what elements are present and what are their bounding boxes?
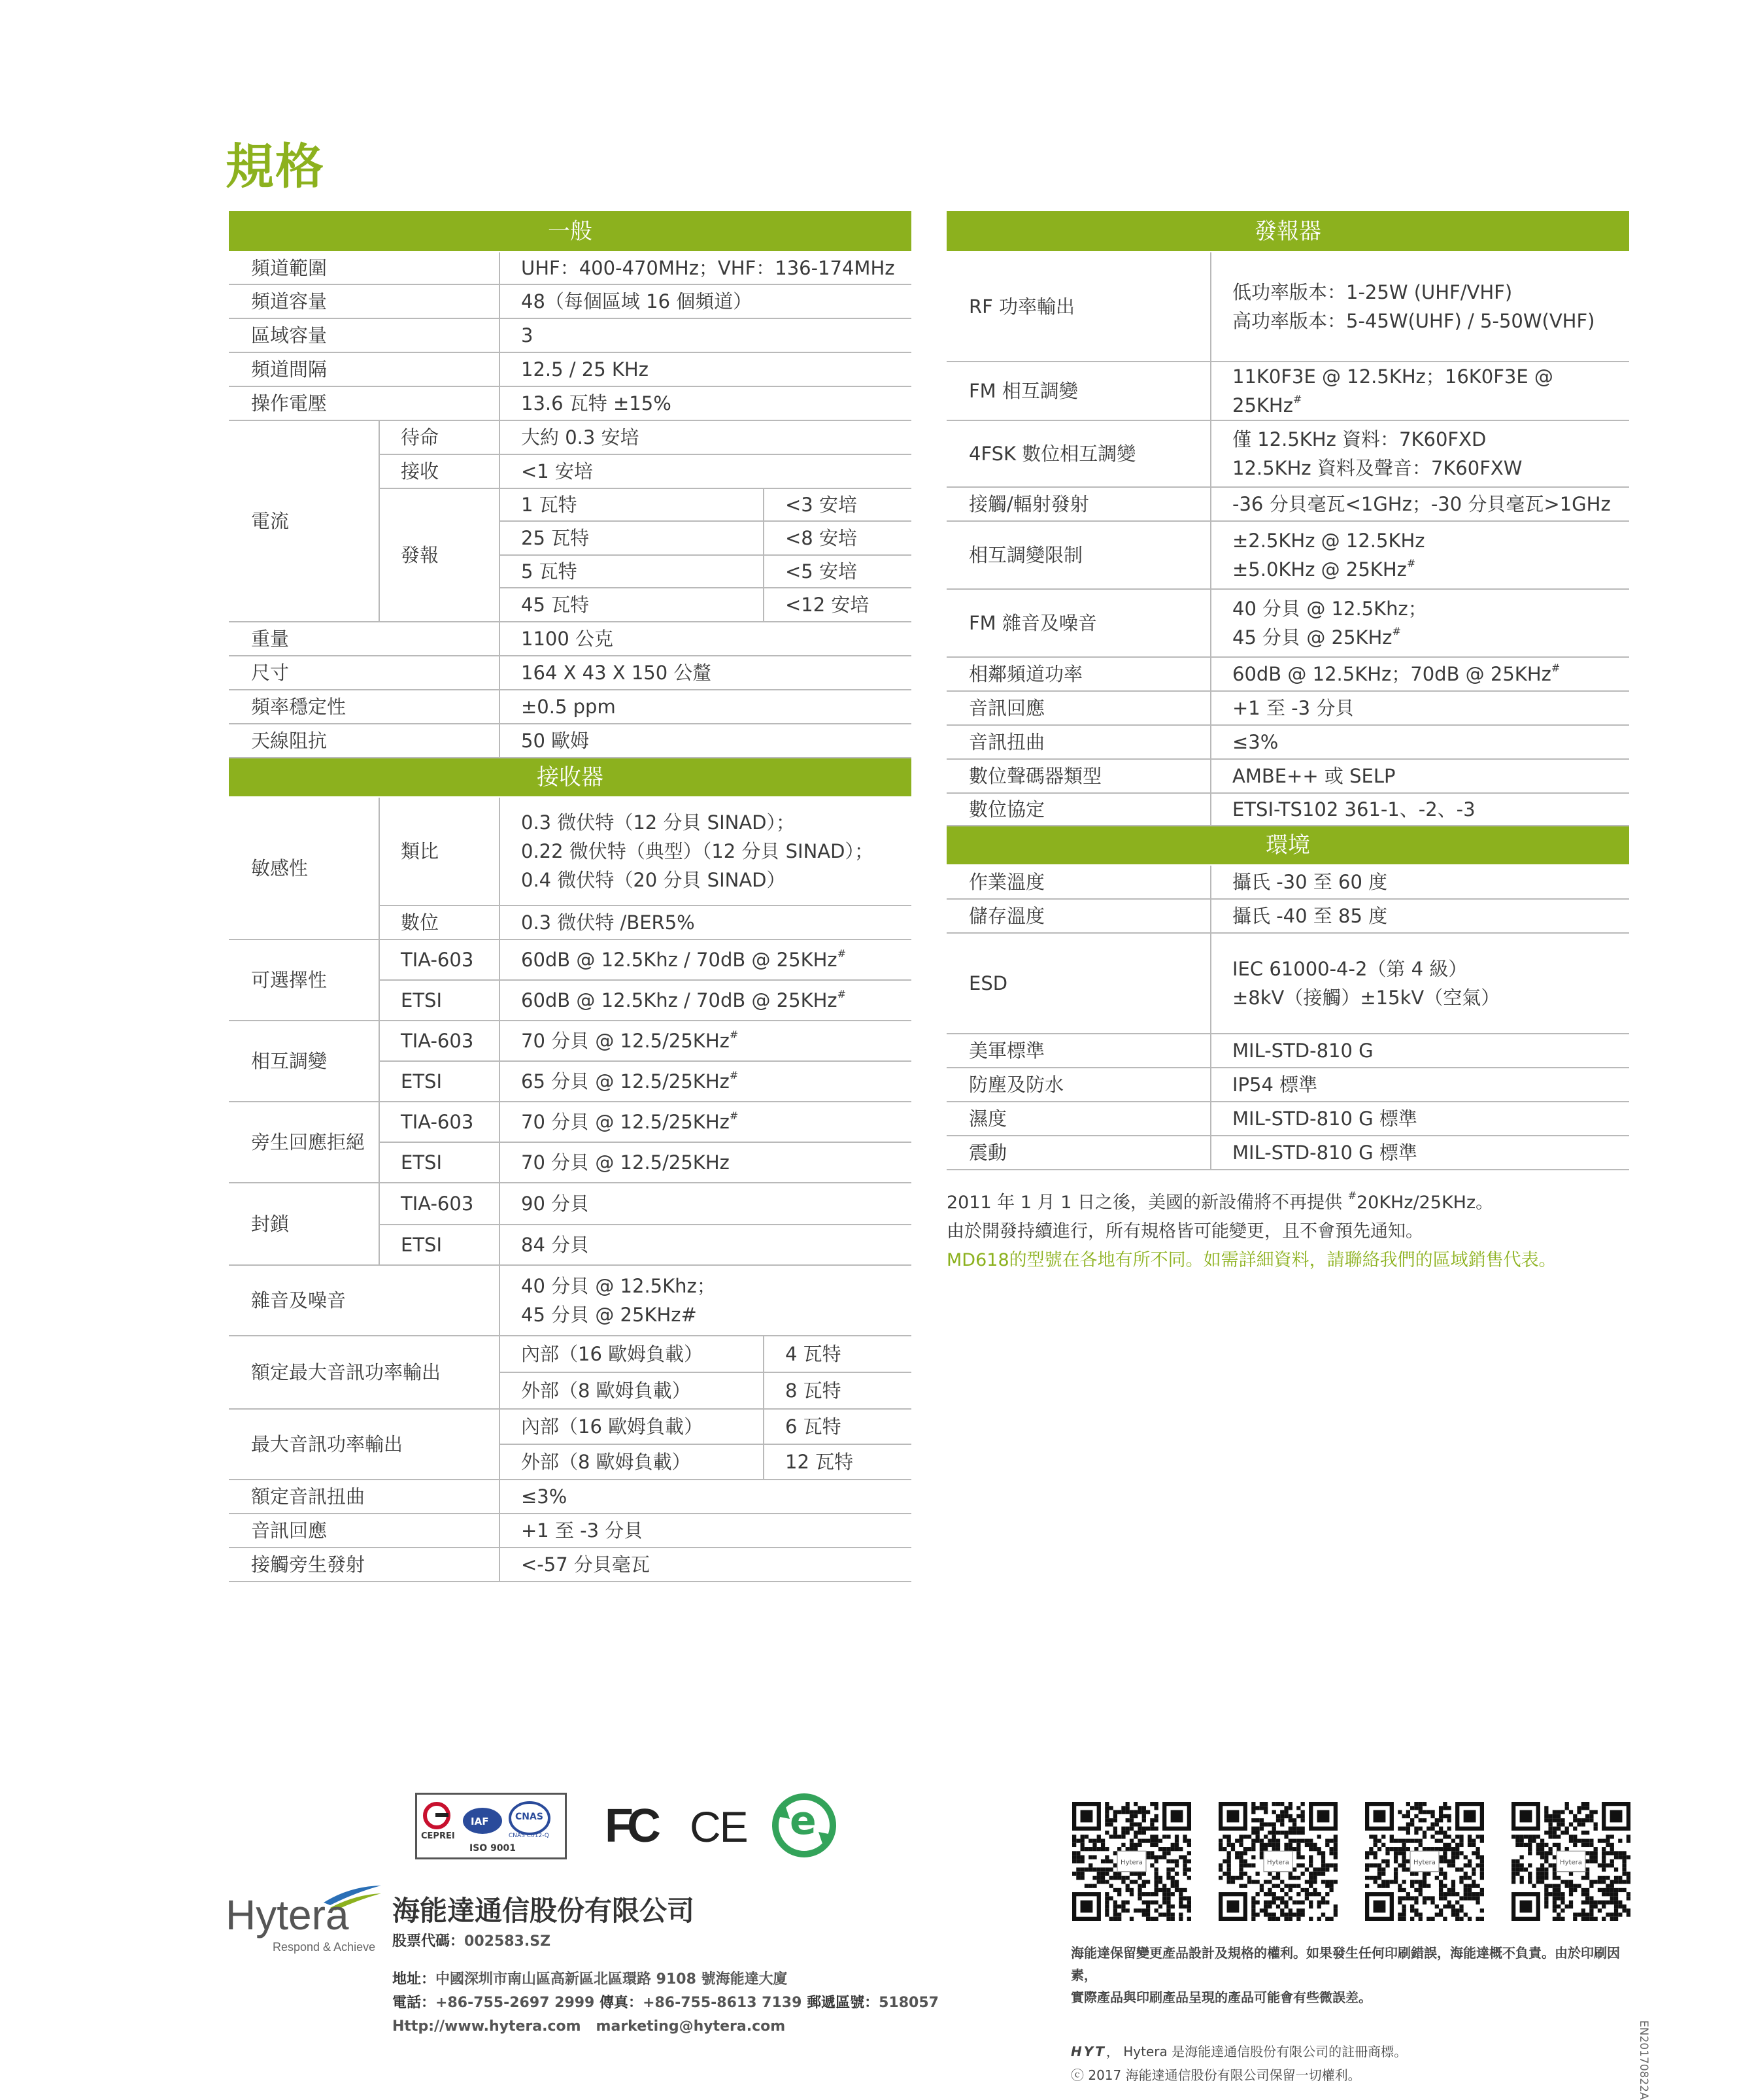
conducted-label: 接觸/輻射發射 bbox=[947, 487, 1211, 521]
qr-code-website[interactable] bbox=[1072, 1802, 1191, 1921]
transmit-power: 45 瓦特 bbox=[499, 588, 764, 622]
spec-label: 音訊扭曲 bbox=[947, 725, 1211, 759]
tia-label: TIA-603 bbox=[379, 1183, 499, 1225]
spec-value: 164 X 43 X 150 公釐 bbox=[499, 656, 911, 690]
fm-noise-value: 40 分貝 @ 12.5Khz； 45 分貝 @ 25KHz# bbox=[1211, 589, 1629, 657]
cnas-label: CNAS bbox=[515, 1812, 543, 1822]
qr-pattern bbox=[1365, 1802, 1484, 1921]
environment-section-header: 環境 bbox=[947, 826, 1629, 865]
spec-label: 頻道間隔 bbox=[229, 352, 499, 386]
iaf-label: IAF bbox=[471, 1816, 489, 1827]
spec-value: 3 bbox=[499, 318, 911, 352]
esd-value: IEC 61000-4-2（第 4 級） ±8kV（接觸）±15kV（空氣） bbox=[1211, 933, 1629, 1034]
qr-code-linkedin[interactable] bbox=[1511, 1802, 1630, 1921]
fsk-value: 僅 12.5KHz 資料：7K60FXD 12.5KHz 資料及聲音：7K60FXW bbox=[1211, 420, 1629, 487]
spec-notes bbox=[947, 1189, 1557, 1275]
digital-value: 0.3 微伏特 /BER5% bbox=[499, 906, 911, 940]
spec-label: 數位聲碼器類型 bbox=[947, 759, 1211, 793]
audio-power: 8 瓦特 bbox=[764, 1372, 911, 1409]
selectivity-tia-value: 60dB @ 12.5Khz / 70dB @ 25KHz# bbox=[499, 940, 911, 980]
general-receiver-spec-table bbox=[229, 211, 911, 1582]
audio-power: 12 瓦特 bbox=[764, 1444, 911, 1480]
spec-label: 重量 bbox=[229, 622, 499, 656]
intermod-etsi-value: 65 分貝 @ 12.5/25KHz# bbox=[499, 1061, 911, 1102]
analog-line: 0.22 微伏特（典型）（12 分貝 SINAD）； bbox=[521, 840, 873, 862]
spec-label: 音訊回應 bbox=[947, 691, 1211, 725]
hytera-small-logo: Hytera bbox=[1123, 2044, 1168, 2059]
analog-line: 0.4 微伏特（20 分貝 SINAD） bbox=[521, 869, 786, 891]
spec-value: ≤3% bbox=[1211, 725, 1629, 759]
sensitivity-label: 敏感性 bbox=[229, 797, 379, 940]
audio-load: 內部（16 歐姆負載） bbox=[499, 1409, 764, 1444]
selectivity-label: 可選擇性 bbox=[229, 940, 379, 1021]
acp-value: 60dB @ 12.5KHz；70dB @ 25KHz# bbox=[1211, 657, 1629, 691]
website-link[interactable]: Http://www.hytera.com bbox=[392, 2018, 581, 2035]
spurious-tia-value: 70 分貝 @ 12.5/25KHz# bbox=[499, 1102, 911, 1142]
qr-code-youtube[interactable] bbox=[1365, 1802, 1484, 1921]
spec-value: +1 至 -3 分貝 bbox=[1211, 691, 1629, 725]
general-section-header: 一般 bbox=[229, 211, 911, 252]
conducted-value: -36 分貝毫瓦<1GHz；-30 分貝毫瓦>1GHz bbox=[1211, 487, 1629, 521]
spec-value: AMBE++ 或 SELP bbox=[1211, 759, 1629, 793]
blocking-etsi-value: 84 分貝 bbox=[499, 1225, 911, 1265]
cnas-sub-label: CNAS C012-Q bbox=[509, 1833, 549, 1839]
blocking-label: 封鎖 bbox=[229, 1183, 379, 1265]
e-mark-label: e bbox=[790, 1798, 817, 1844]
spec-label: 頻道容量 bbox=[229, 284, 499, 318]
analog-label: 類比 bbox=[379, 797, 499, 906]
rf-power-label: RF 功率輸出 bbox=[947, 252, 1211, 362]
fsk-label: 4FSK 數位相互調變 bbox=[947, 420, 1211, 487]
spec-label: 尺寸 bbox=[229, 656, 499, 690]
spec-value: 13.6 瓦特 ±15% bbox=[499, 386, 911, 420]
audio-load: 內部（16 歐姆負載） bbox=[499, 1336, 764, 1372]
spec-value: UHF：400-470MHz；VHF：136-174MHz bbox=[499, 252, 911, 284]
qr-code-wechat[interactable] bbox=[1219, 1802, 1338, 1921]
blocking-tia-value: 90 分貝 bbox=[499, 1183, 911, 1225]
copyright: ⓒ 2017 海能達通信股份有限公司保留一切權利。 bbox=[1071, 2067, 1361, 2083]
rf-power-value: 低功率版本：1-25W (UHF/VHF) 高功率版本：5-45W(UHF) / 5-50W(VHF) bbox=[1211, 252, 1629, 362]
trademark-notice bbox=[1071, 2040, 1407, 2087]
certification-logos bbox=[415, 1793, 847, 1862]
spec-label: 額定音訊扭曲 bbox=[229, 1480, 499, 1514]
qr-center-label: Hytera bbox=[1121, 1859, 1143, 1867]
etsi-label: ETSI bbox=[379, 980, 499, 1021]
contact-numbers: 電話：+86-755-2697 2999 傳真：+86-755-8613 7139 郵遞區號：518057 bbox=[392, 1995, 939, 2011]
audio-load: 外部（8 歐姆負載） bbox=[499, 1372, 764, 1409]
qr-center-label: Hytera bbox=[1560, 1859, 1582, 1867]
selectivity-etsi-value: 60dB @ 12.5Khz / 70dB @ 25KHz# bbox=[499, 980, 911, 1021]
transmitter-section-header: 發報器 bbox=[947, 211, 1629, 252]
spec-label: 區域容量 bbox=[229, 318, 499, 352]
spec-value: <-57 分貝毫瓦 bbox=[499, 1548, 911, 1582]
etsi-label: ETSI bbox=[379, 1061, 499, 1102]
qr-center-label: Hytera bbox=[1267, 1859, 1289, 1867]
note-line-highlight: MD618的型號在各地有所不同。如需詳細資料，請聯絡我們的區域銷售代表。 bbox=[947, 1250, 1557, 1270]
page-title: 規格 bbox=[226, 139, 325, 195]
trademark-line: HYT， Hytera 是海能達通信股份有限公司的註冊商標。 bbox=[1071, 2044, 1408, 2059]
spec-label: 頻率穩定性 bbox=[229, 690, 499, 724]
qr-pattern bbox=[1511, 1802, 1630, 1921]
spec-value: ETSI-TS102 361-1、-2、-3 bbox=[1211, 793, 1629, 826]
transmit-current: <12 安培 bbox=[764, 588, 911, 622]
spec-label: 數位協定 bbox=[947, 793, 1211, 826]
spec-value: 1100 公克 bbox=[499, 622, 911, 656]
spec-label: 美軍標準 bbox=[947, 1034, 1211, 1068]
spec-value: +1 至 -3 分貝 bbox=[499, 1514, 911, 1548]
qr-pattern bbox=[1072, 1802, 1191, 1921]
hytera-logo bbox=[226, 1883, 382, 1955]
tia-label: TIA-603 bbox=[379, 1102, 499, 1142]
web-contact bbox=[392, 2015, 939, 2039]
current-label: 電流 bbox=[229, 420, 379, 622]
intermod-tia-value: 70 分貝 @ 12.5/25KHz# bbox=[499, 1021, 911, 1061]
ceprei-label: CEPREI bbox=[421, 1831, 455, 1841]
qr-pattern bbox=[1219, 1802, 1338, 1921]
receiver-section-header: 接收器 bbox=[229, 758, 911, 797]
esd-label: ESD bbox=[947, 933, 1211, 1034]
max-audio-label: 最大音訊功率輸出 bbox=[229, 1409, 499, 1480]
spec-label: 濕度 bbox=[947, 1102, 1211, 1136]
spec-label: 接觸旁生發射 bbox=[229, 1548, 499, 1582]
transmit-label: 發報 bbox=[379, 488, 499, 622]
tia-label: TIA-603 bbox=[379, 1021, 499, 1061]
spec-value: IP54 標準 bbox=[1211, 1068, 1629, 1102]
fc-mark: FC bbox=[605, 1800, 654, 1852]
spec-value: MIL-STD-810 G 標準 bbox=[1211, 1102, 1629, 1136]
spec-label: 作業溫度 bbox=[947, 865, 1211, 899]
mod-limit-label: 相互調變限制 bbox=[947, 521, 1211, 589]
spec-label: 頻道範圍 bbox=[229, 252, 499, 284]
spec-value: ≤3% bbox=[499, 1480, 911, 1514]
audio-load: 外部（8 歐姆負載） bbox=[499, 1444, 764, 1480]
etsi-label: ETSI bbox=[379, 1142, 499, 1183]
hum-noise-label: 雜音及噪音 bbox=[229, 1265, 499, 1336]
audio-power: 4 瓦特 bbox=[764, 1336, 911, 1372]
analog-line: 0.3 微伏特（12 分貝 SINAD）； bbox=[521, 811, 795, 834]
receive-value: <1 安培 bbox=[499, 454, 911, 488]
analog-value bbox=[499, 797, 911, 906]
spec-label: 防塵及防水 bbox=[947, 1068, 1211, 1102]
hytera-logo-text: Hytera bbox=[226, 1891, 349, 1939]
spurious-label: 旁生回應拒絕 bbox=[229, 1102, 379, 1183]
company-name: 海能達通信股份有限公司 bbox=[392, 1895, 695, 1927]
qr-center-label: Hytera bbox=[1413, 1859, 1436, 1867]
fm-mod-value: 11K0F3E @ 12.5KHz；16K0F3E @ 25KHz# bbox=[1211, 362, 1629, 420]
hyt-logo: HYT bbox=[1071, 2044, 1106, 2059]
company-info bbox=[392, 1930, 939, 2039]
spec-value: 12.5 / 25 KHz bbox=[499, 352, 911, 386]
spec-label: 儲存溫度 bbox=[947, 899, 1211, 933]
transmit-current: <3 安培 bbox=[764, 488, 911, 521]
tia-label: TIA-603 bbox=[379, 940, 499, 980]
document-code: EN20170822A bbox=[1637, 2020, 1650, 2100]
standby-label: 待命 bbox=[379, 420, 499, 454]
spec-label: 音訊回應 bbox=[229, 1514, 499, 1548]
standby-value: 大約 0.3 安培 bbox=[499, 420, 911, 454]
spec-label: 震動 bbox=[947, 1136, 1211, 1170]
rated-audio-label: 額定最大音訊功率輸出 bbox=[229, 1336, 499, 1409]
acp-label: 相鄰頻道功率 bbox=[947, 657, 1211, 691]
intermod-label: 相互調變 bbox=[229, 1021, 379, 1102]
iso-label: ISO 9001 bbox=[469, 1843, 516, 1854]
spec-value: MIL-STD-810 G bbox=[1211, 1034, 1629, 1068]
spec-value: 50 歐姆 bbox=[499, 724, 911, 758]
transmit-current: <8 安培 bbox=[764, 521, 911, 555]
transmitter-environment-spec-table bbox=[947, 211, 1629, 1170]
spec-label: 操作電壓 bbox=[229, 386, 499, 420]
spec-value: 攝氏 -40 至 85 度 bbox=[1211, 899, 1629, 933]
spec-value: 48（每個區域 16 個頻道） bbox=[499, 284, 911, 318]
hum-noise-value: 40 分貝 @ 12.5Khz； 45 分貝 @ 25KHz# bbox=[499, 1265, 911, 1336]
recycle-e-mark bbox=[771, 1793, 837, 1858]
spec-value: ±0.5 ppm bbox=[499, 690, 911, 724]
fm-noise-label: FM 雜音及噪音 bbox=[947, 589, 1211, 657]
spec-label: 天線阻抗 bbox=[229, 724, 499, 758]
note-line: 由於開發持續進行，所有規格皆可能變更，且不會預先通知。 bbox=[947, 1221, 1423, 1242]
transmit-current: <5 安培 bbox=[764, 555, 911, 588]
spurious-etsi-value: 70 分貝 @ 12.5/25KHz bbox=[499, 1142, 911, 1183]
spec-value: 攝氏 -30 至 60 度 bbox=[1211, 865, 1629, 899]
address: 地址：中國深圳市南山區高新區北區環路 9108 號海能達大廈 bbox=[392, 1971, 788, 1988]
mod-limit-value: ±2.5KHz @ 12.5KHz ±5.0KHz @ 25KHz# bbox=[1211, 521, 1629, 589]
stock-code: 股票代碼：002583.SZ bbox=[392, 1933, 551, 1950]
note-line: 2011 年 1 月 1 日之後，美國的新設備將不再提供 #20KHz/25KHz。 bbox=[947, 1189, 1494, 1213]
ce-mark: CE bbox=[690, 1803, 747, 1851]
receive-label: 接收 bbox=[379, 454, 499, 488]
hytera-slogan: Respond & Achieve bbox=[273, 1940, 376, 1954]
audio-power: 6 瓦特 bbox=[764, 1409, 911, 1444]
etsi-label: ETSI bbox=[379, 1225, 499, 1265]
email-link[interactable]: marketing@hytera.com bbox=[596, 2018, 786, 2035]
fm-mod-label: FM 相互調變 bbox=[947, 362, 1211, 420]
transmit-power: 25 瓦特 bbox=[499, 521, 764, 555]
iso-cert-badge bbox=[415, 1793, 567, 1859]
transmit-power: 1 瓦特 bbox=[499, 488, 764, 521]
digital-label: 數位 bbox=[379, 906, 499, 940]
spec-value: MIL-STD-810 G 標準 bbox=[1211, 1136, 1629, 1170]
disclaimer: 海能達保留變更產品設計及規格的權利。如果發生任何印刷錯誤，海能達概不負責。由於印刷因素， 實際產品與印刷產品呈現的產品可能會有些微誤差。 bbox=[1071, 1945, 1620, 2005]
transmit-power: 5 瓦特 bbox=[499, 555, 764, 588]
